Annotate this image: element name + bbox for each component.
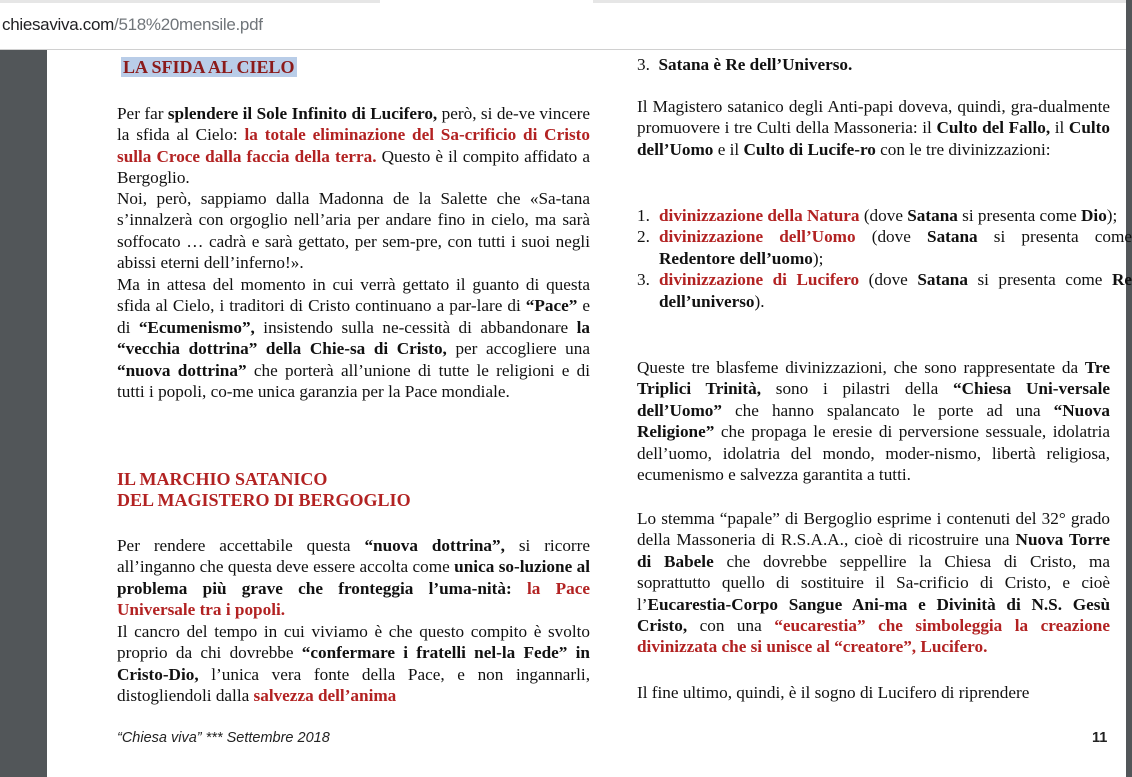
red-text: divinizzazione di Lucifero xyxy=(659,270,860,290)
text: (dove xyxy=(859,270,918,290)
list-item xyxy=(637,226,1132,269)
browser-toolbar xyxy=(0,0,1126,50)
text: Questo è il compito affidato a Bergoglio. xyxy=(117,146,590,188)
address-bar[interactable] xyxy=(2,15,263,35)
list-item-top xyxy=(637,54,1110,75)
text: (dove xyxy=(859,206,908,225)
text: si presenta come xyxy=(977,227,1132,247)
bold-text: Satana xyxy=(907,206,958,225)
selected-heading-text[interactable]: LA SFIDA AL CIELO xyxy=(123,57,295,77)
text: ); xyxy=(1106,206,1118,225)
text: con le tre divinizzazioni: xyxy=(875,139,1051,159)
list-item xyxy=(637,205,1132,226)
text: l’unica vera fonte della Pace, e non ingannarli, distogliendoli dalla xyxy=(117,664,590,706)
bold-text: “Nuova Religione” xyxy=(637,400,1110,442)
bold-text: Redentore dell’uomo xyxy=(659,248,813,268)
bold-text: Tre Triplici Trinità, xyxy=(637,358,1110,399)
bold-text: Nuova Torre di Babele xyxy=(637,530,1110,571)
bold-text: la “vecchia dottrina” della Chie-sa di Cristo, xyxy=(117,317,590,359)
list-number: 3. xyxy=(637,270,650,290)
bold-text: “Pace” xyxy=(525,296,578,316)
text: Per far xyxy=(117,104,168,123)
bold-text: “Chiesa Uni-versale dell’Uomo” xyxy=(637,379,1111,420)
text: Ma in attesa del momento in cui verrà gettato il guanto di questa sfida al Cielo, i traditori di Cristo continuano a par-lare di xyxy=(117,275,590,316)
page-footer: “Chiesa viva” *** Settembre 2018 xyxy=(117,730,330,746)
text: ); xyxy=(812,248,824,268)
bold-text: Re dell’universo xyxy=(659,270,1132,311)
text: con una xyxy=(687,616,775,636)
list-number: 2. xyxy=(637,227,650,247)
paragraph xyxy=(117,274,590,402)
red-text: divinizzazione della Natura xyxy=(659,206,860,225)
paragraph: Noi, però, sappiamo dalla Madonna de la Salette che «Sa-tana s’innalzerà con orgoglio nell’aria per andare fino in cielo, ma sarà soffocato … cadrà e sarà gettato, per sem-pre, con tutti i suoi negli abissi eterni dell’inferno!». xyxy=(117,189,590,273)
page-number: 11 xyxy=(1092,730,1108,746)
text: insistendo sulla ne-cessità di abbandonare xyxy=(254,317,577,337)
text: Lo stemma “papale” di Bergoglio esprime i contenuti del 32° grado della Massoneria di R.S.A.A., cioè di ricostruire una xyxy=(637,509,1110,550)
bold-text: Eucarestia-Corpo Sangue Ani-ma e Divinità di N.S. Gesù Cristo, xyxy=(637,594,1110,636)
bold-text: Satana xyxy=(927,227,978,247)
paragraph xyxy=(637,96,1110,160)
heading-la-sfida xyxy=(121,57,297,78)
text: si presenta come xyxy=(957,206,1082,225)
url-path: /518%20mensile.pdf xyxy=(114,15,263,34)
bold-text: Culto di Lucife-ro xyxy=(743,139,876,159)
text: sono i pilastri della xyxy=(761,379,954,399)
list-number: 3. xyxy=(637,55,650,74)
list-number: 1. xyxy=(637,206,650,225)
text: (dove xyxy=(855,227,928,247)
paragraph xyxy=(637,357,1110,485)
heading-marchio xyxy=(117,469,411,511)
text: Per rendere accettabile questa xyxy=(117,536,365,555)
list-item xyxy=(637,269,1132,312)
bold-text: “nuova dottrina” xyxy=(117,360,247,380)
text: Il Magistero satanico degli Anti-papi doveva, quindi, gra-dualmente promuovere i tre Culti della Massoneria: il xyxy=(637,97,1110,138)
text: però, si de-ve vincere la sfida al Cielo: xyxy=(117,104,590,145)
heading-line: IL MARCHIO SATANICO xyxy=(117,469,328,489)
text: e di xyxy=(117,296,590,337)
text: si ricorre all’inganno che questa deve essere accolta come xyxy=(117,536,590,577)
paragraph: Il fine ultimo, quindi, è il sogno di Lucifero di riprendere xyxy=(637,683,1030,702)
heading-line: DEL MAGISTERO DI BERGOGLIO xyxy=(117,490,411,510)
bold-text: “Ecumenismo”, xyxy=(138,317,255,337)
text: e il xyxy=(713,139,744,159)
red-text: la Pace Universale tra i popoli. xyxy=(117,578,591,620)
text: che porterà all’unione di tutte le religioni e di tutti i popoli, co-me unica garanzia per la Pace mondiale. xyxy=(117,360,590,402)
bold-text: unica so-luzione al problema più grave che fronteggia l’uma-nità: xyxy=(117,557,590,598)
bold-text: “nuova dottrina”, xyxy=(364,536,505,555)
bold-text: Satana è Re dell’Universo. xyxy=(658,55,853,74)
bold-text: “confermare i fratelli nel-la Fede” in Cristo-Dio, xyxy=(117,643,590,684)
url-domain: chiesaviva.com xyxy=(2,15,115,34)
paragraph xyxy=(117,535,590,621)
red-text: “eucarestia” che simboleggia la creazione divinizzata che si unisce al “creatore”, Lucifero. xyxy=(637,616,1110,657)
text: che propaga le eresie di perversione sessuale, idolatria dell’uomo, idolatria del mondo, moder-nismo, libertà religiosa, ecumenismo e salvezza garantita a tutti. xyxy=(637,422,1110,485)
red-text: divinizzazione dell’Uomo xyxy=(659,227,856,247)
text: per accogliere una xyxy=(446,339,590,359)
text xyxy=(512,579,527,598)
text: che dovrebbe seppellire la Chiesa di Cristo, ma soprattutto quello di sostituire il Sa-crificio di Cristo, e cioè l’ xyxy=(637,551,1111,614)
red-text: la totale eliminazione del Sa-crificio di Cristo sulla Croce dalla faccia della terra. xyxy=(117,125,591,166)
paragraph xyxy=(117,621,590,707)
text: si presenta come xyxy=(967,270,1112,290)
bold-text: Dio xyxy=(1081,206,1107,225)
bold-text: splendere il Sole Infinito di Lucifero, xyxy=(167,104,438,123)
toolbar-accent-right xyxy=(593,0,1126,3)
paragraph xyxy=(637,508,1110,658)
text: il xyxy=(1050,118,1069,138)
red-text: salvezza dell’anima xyxy=(253,686,397,706)
text: Il cancro del tempo in cui viviamo è che questo compito è svolto proprio da chi dovrebbe xyxy=(117,622,590,663)
viewer-background xyxy=(0,50,47,777)
text: Queste tre blasfeme divinizzazioni, che sono rappresentate da xyxy=(637,358,1085,377)
bold-text: Culto del Fallo, xyxy=(936,118,1051,138)
text: ). xyxy=(754,291,765,311)
toolbar-accent xyxy=(0,0,380,3)
bold-text: Culto dell’Uomo xyxy=(637,118,1110,159)
paragraph xyxy=(117,103,590,189)
divinizations-list xyxy=(637,205,1132,312)
bold-text: Satana xyxy=(917,270,968,290)
text: che hanno spalancato le porte ad una xyxy=(721,400,1054,420)
pdf-page xyxy=(47,50,1132,777)
